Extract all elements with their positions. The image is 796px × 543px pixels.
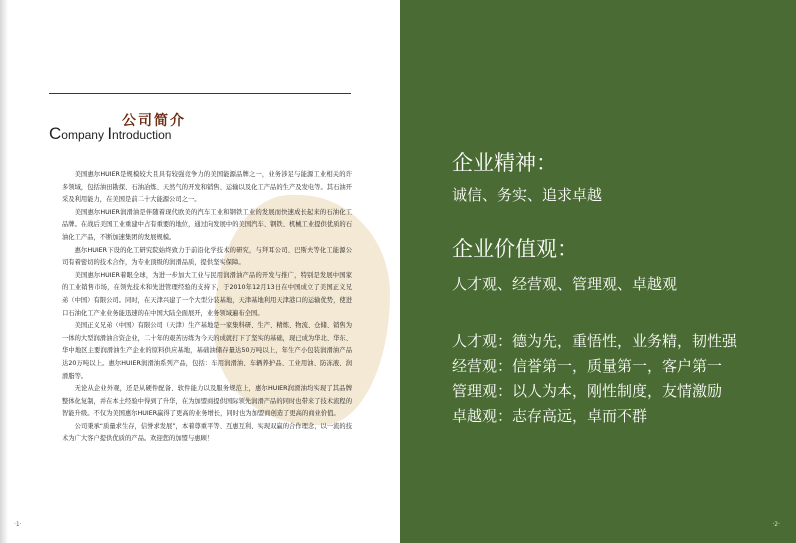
paragraph: 美国惠尔HUIER润滑油是伴随着现代欧美的汽车工业和钢铁工业的发展而快速成长起来的石油化工品牌。在战后美国工业重建中占有重要的地位，通过向发展中的美国汽车、钢铁、机械工业提供优质的石油化工产品，不断加速集团的发展规模。 (62, 208, 352, 241)
company-introduction-text (62, 169, 352, 446)
enterprise-values-heading: 企业价值观： (452, 237, 578, 261)
page-number-right: ·2· (772, 521, 780, 528)
enterprise-spirit-heading: 企业精神： (452, 151, 557, 175)
values-line-operation: 经营观：信誉第一，质量第一，客户第一 (452, 357, 723, 375)
paragraph: 无论从企业外观，还是从硬件配备、软件能力以及服务规范上，惠尔HUIER润滑油均实现了其品牌整体化复制，并在本土经验中得到了升华，在为加盟商提供国际领先润滑产品的同时也带来了技术流程的智能升级。不仅为美国惠尔HUIER赢得了更高的业务增长，同时也为加盟商创造了更高的商业价值。 (62, 385, 352, 418)
values-line-talent: 人才观：德为先，重悟性，业务精，韧性强 (452, 332, 738, 350)
paragraph: 公司秉承“质量求生存，信誉求发展”，本着尊重平等、互惠互利、实现双赢的合作理念，以一流的技术为广大客户提供优质的产品。欢迎您的加盟与惠顾！ (62, 422, 352, 443)
paragraph: 惠尔HUIER下设的化工研究院始终致力于前沿化学技术的研究，与拜耳公司、巴斯夫等化工能源公司有着密切的技术合作，为专业顶级的润滑品质，提供坚实保障。 (62, 246, 352, 267)
paragraph: 美国惠尔HUIER是规模较大且具有较强竞争力的美国能源品牌之一，业务涉足与能源工业相关的许多领域，包括油田勘探、石油冶炼、天然气的开发和销售、运输以及化工产品的生产及发电等。其石油开采及利用能力，在美国是前二十大能源公司之一。 (62, 171, 352, 204)
page-number-left: ·1· (14, 521, 22, 528)
page-edge-shadow (0, 0, 8, 543)
paragraph: 美国正义兄弟（中国）有限公司（天津）生产基地是一家集科研、生产、精炼、物流、仓储、销售为一体的大型润滑油合资企业，二十年的艰苦历练为今天的成就打下了坚实的基础，现已成为华北、华东、华中地区主要润滑油生产企业的原料供应基地，基础油储存量达50万吨以上，年生产小包装润滑油产品达20万吨以上。惠尔HUIER润滑油系列产品，包括：车用润滑油、车辆养护品、工业用油、防冻液、润滑脂等。 (62, 322, 352, 380)
section-title-english: Company Introduction (49, 124, 172, 143)
values-line-excellence: 卓越观：志存高远，卓而不群 (452, 407, 648, 425)
paragraph: 美国惠尔HUIER着眼全球，为进一步加大工业与民用润滑油产品的开发与推广，特别是发展中国家的工业销售市场，在领先技术和先进管理经验的支持下，于2010年12月13日在中国成立了美国正义兄弟（中国）有限公司。同时，在天津兴建了一个大型分装基地，天津基地利用天津港口的运输优势，使进口石油化工产业业务能迅速的在中国大陆全面展开，业务领域遍布全国。 (62, 271, 352, 317)
enterprise-spirit-text: 诚信、务实、追求卓越 (452, 186, 603, 204)
section-title-chinese: 公司简介 (122, 113, 186, 129)
header-rule (49, 93, 351, 94)
enterprise-values-text: 人才观、经营观、管理观、卓越观 (452, 275, 678, 293)
right-page (400, 0, 796, 543)
values-line-management: 管理观：以人为本，刚性制度，友情激励 (452, 382, 723, 400)
